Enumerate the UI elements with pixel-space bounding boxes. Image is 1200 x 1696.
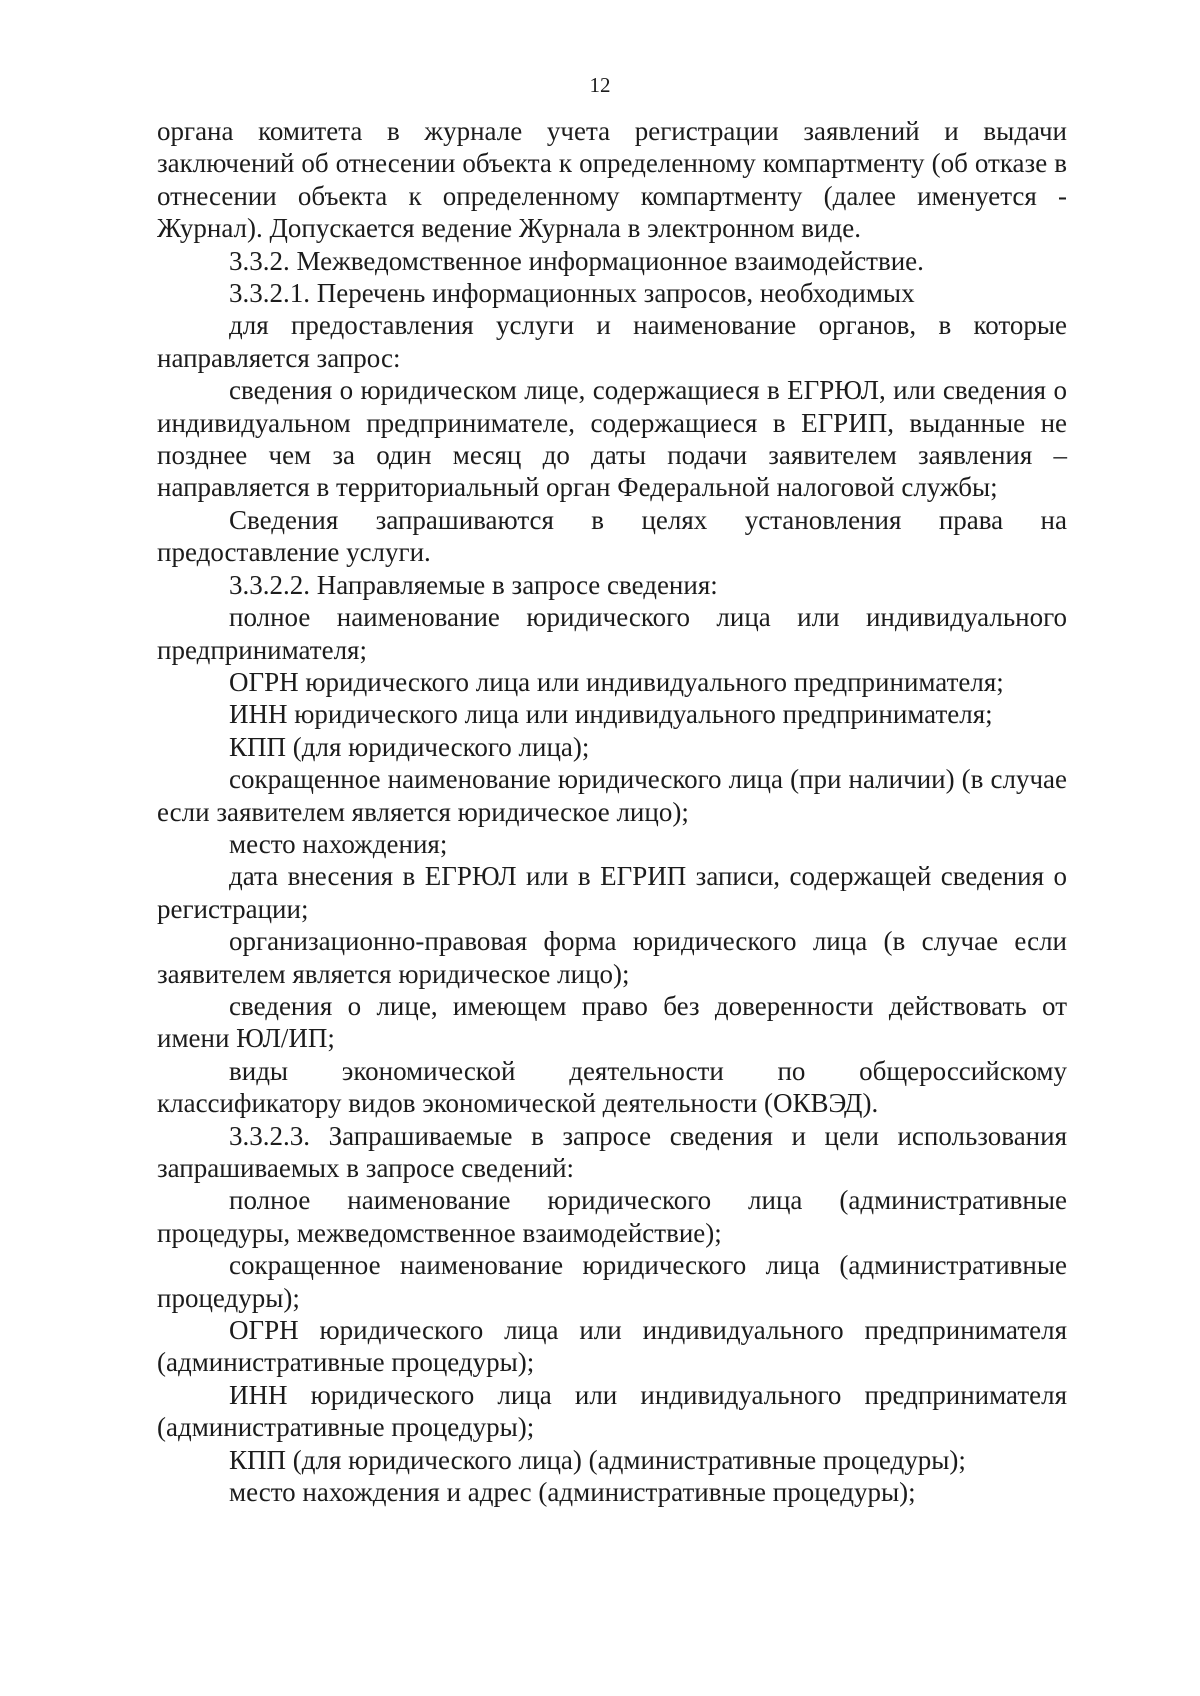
- list-item-short-name: сокращенное наименование юридического лица (при наличии) (в случае если заявителем является юридическое лицо);: [157, 764, 1067, 827]
- list-item-okved: виды экономической деятельности по общероссийскому классификатору видов экономической деятельности (ОКВЭД).: [157, 1055, 1067, 1119]
- paragraph-request-list-bodies: для предоставления услуги и наименование органов, в которые направляется запрос:: [157, 310, 1067, 373]
- list-item-location: место нахождения;: [229, 828, 448, 859]
- paragraph-egrul-egrip-info: сведения о юридическом лице, содержащиеся в ЕГРЮЛ, или сведения о индивидуальном предпринимателе, содержащиеся в ЕГРИП, выданные не позднее чем за один месяц до даты подачи заявителем заявления – направляется в территориальный орган Федеральной налоговой службы;: [157, 375, 1067, 503]
- list-item-requested-address: место нахождения и адрес (административные процедуры);: [229, 1477, 916, 1508]
- paragraph-requested-info-heading: 3.3.2.3. Запрашиваемые в запросе сведения и цели использования запрашиваемых в запросе сведений:: [157, 1120, 1067, 1183]
- list-item-kpp: КПП (для юридического лица);: [229, 731, 590, 762]
- paragraph-request-list-heading: 3.3.2.1. Перечень информационных запросов, необходимых: [229, 278, 915, 309]
- list-item-full-name: полное наименование юридического лица или индивидуального предпринимателя;: [157, 602, 1067, 665]
- list-item-requested-ogrn: ОГРН юридического лица или индивидуального предпринимателя (административные процедуры);: [157, 1315, 1067, 1378]
- list-item-requested-kpp: КПП (для юридического лица) (административные процедуры);: [229, 1444, 966, 1475]
- paragraph-request-purpose: Сведения запрашиваются в целях установления права на предоставление услуги.: [157, 504, 1067, 568]
- list-item-requested-short-name: сокращенное наименование юридического лица (административные процедуры);: [157, 1250, 1067, 1313]
- list-item-inn: ИНН юридического лица или индивидуального предпринимателя;: [229, 699, 993, 730]
- page-number: 12: [589, 73, 611, 97]
- list-item-ogrn: ОГРН юридического лица или индивидуального предпринимателя;: [229, 666, 1004, 697]
- paragraph-interagency-interaction: 3.3.2. Межведомственное информационное взаимодействие.: [229, 245, 924, 276]
- list-item-authorized-person: сведения о лице, имеющем право без доверенности действовать от имени ЮЛ/ИП;: [157, 990, 1067, 1054]
- list-item-registration-date: дата внесения в ЕГРЮЛ или в ЕГРИП записи, содержащей сведения о регистрации;: [157, 861, 1067, 924]
- list-item-legal-form: организационно-правовая форма юридического лица (в случае если заявителем является юридическое лицо);: [157, 926, 1067, 989]
- list-item-requested-full-name: полное наименование юридического лица (административные процедуры, межведомственное взаимодействие);: [157, 1185, 1067, 1248]
- paragraph-journal-registration: органа комитета в журнале учета регистрации заявлений и выдачи заключений об отнесении объекта к определенному компартменту (об отказе в отнесении объекта к определенному компартменту (далее именуется - Журнал). Допускается ведение Журнала в электронном виде.: [157, 116, 1067, 244]
- document-body: [157, 115, 1067, 1508]
- list-item-requested-inn: ИНН юридического лица или индивидуального предпринимателя (административные процедуры);: [157, 1379, 1067, 1443]
- paragraph-sent-info-heading: 3.3.2.2. Направляемые в запросе сведения:: [229, 569, 718, 600]
